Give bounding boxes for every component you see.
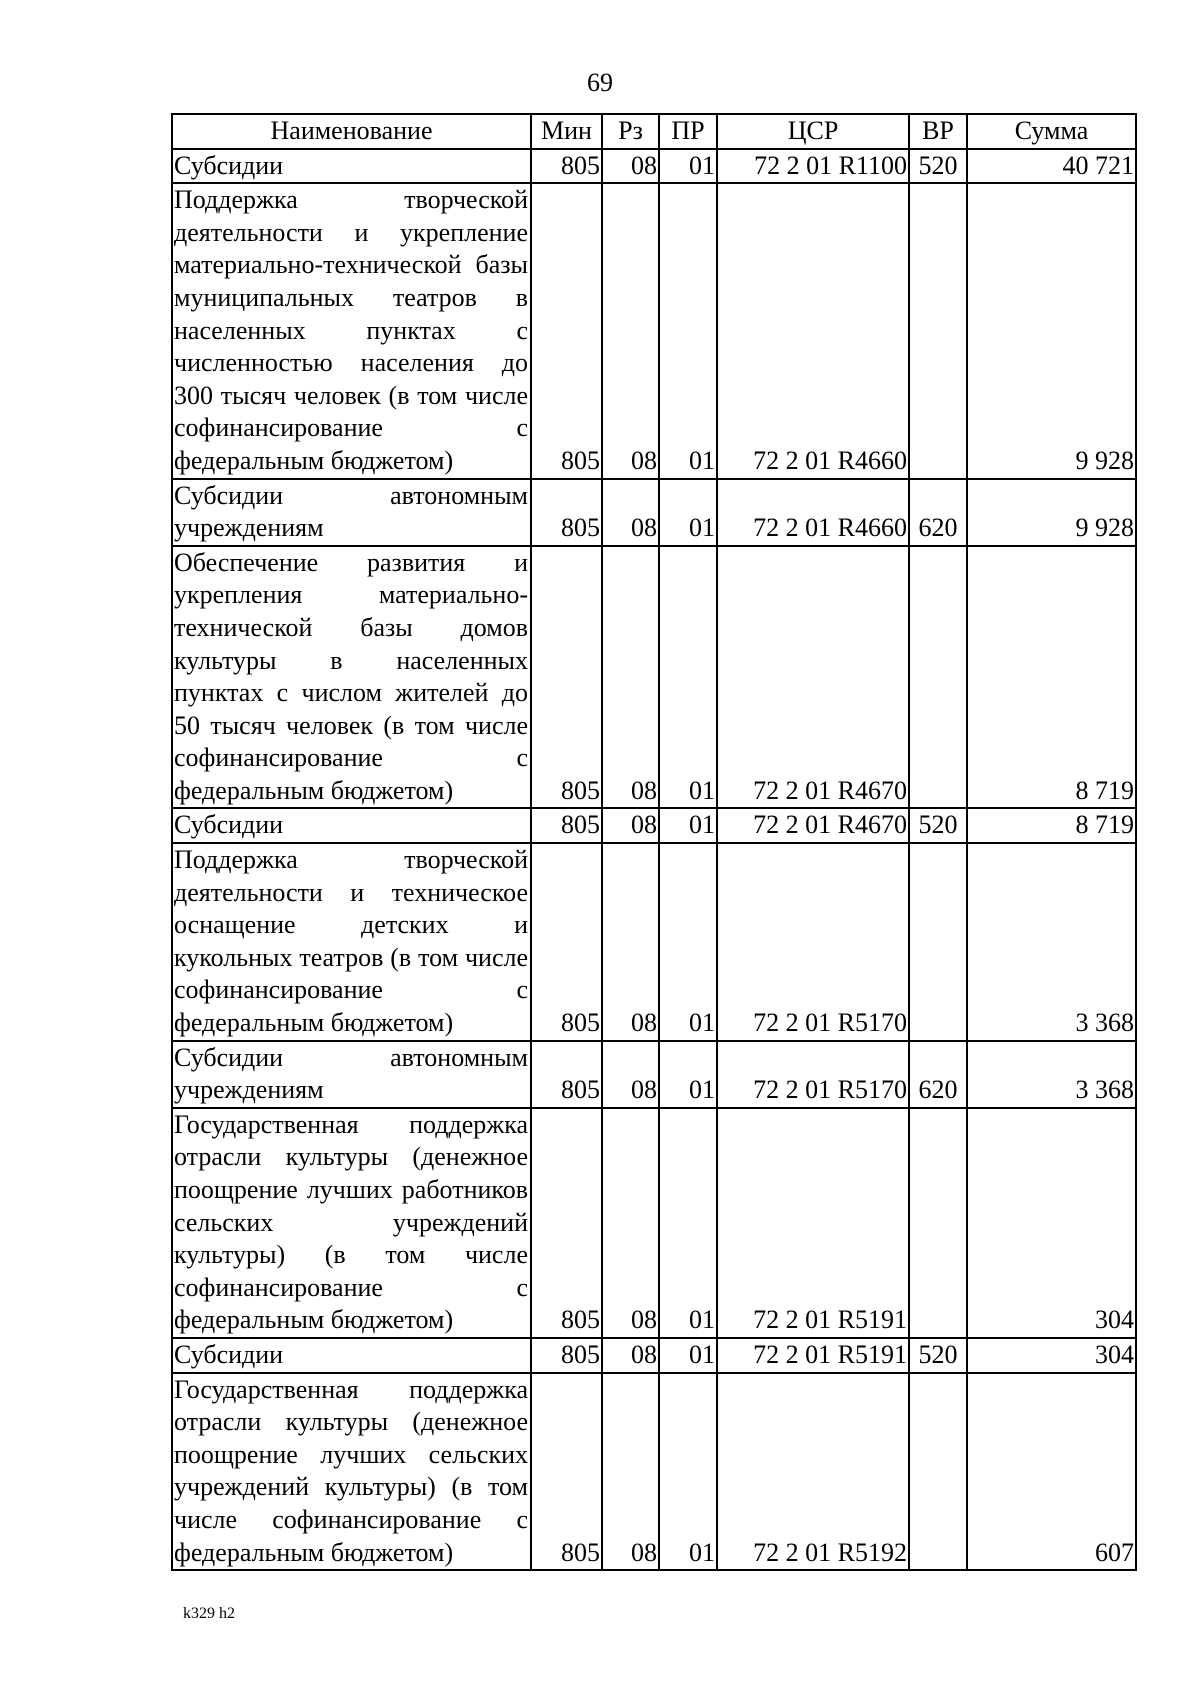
cell-name: Поддержка творческой деятельности и укрепление материально-технической базы муниципальных театров в населенных пунктах с численностью населения до 300 тысяч человек (в том числе софинансирование с федеральным бюджетом)	[172, 183, 531, 478]
cell-sum: 304	[967, 1338, 1136, 1373]
header-sum: Сумма	[967, 114, 1136, 149]
cell-rz: 08	[602, 183, 659, 478]
header-vr: ВР	[909, 114, 967, 149]
cell-rz: 08	[602, 843, 659, 1041]
cell-vr: 520	[909, 149, 967, 184]
cell-csr: 72 2 01 R4670	[717, 808, 909, 843]
table-row	[172, 1338, 1136, 1373]
cell-sum: 304	[967, 1108, 1136, 1338]
cell-csr: 72 2 01 R5191	[717, 1338, 909, 1373]
cell-name: Субсидии автономным учреждениям	[172, 479, 531, 546]
cell-pr: 01	[659, 546, 717, 809]
cell-vr	[909, 546, 967, 809]
cell-vr: 620	[909, 479, 967, 546]
cell-min: 805	[531, 1041, 602, 1108]
cell-pr: 01	[659, 1108, 717, 1338]
cell-min: 805	[531, 149, 602, 184]
table-row	[172, 1373, 1136, 1571]
cell-name: Государственная поддержка отрасли культуры (денежное поощрение лучших сельских учреждений культуры) (в том числе софинансирование с федеральным бюджетом)	[172, 1373, 531, 1571]
cell-csr: 72 2 01 R5170	[717, 1041, 909, 1108]
cell-csr: 72 2 01 R5170	[717, 843, 909, 1041]
table-row	[172, 183, 1136, 478]
cell-name: Государственная поддержка отрасли культуры (денежное поощрение лучших работников сельских учреждений культуры) (в том числе софинансирование с федеральным бюджетом)	[172, 1108, 531, 1338]
table-row	[172, 1041, 1136, 1108]
cell-sum: 607	[967, 1373, 1136, 1571]
cell-vr	[909, 1373, 967, 1571]
cell-pr: 01	[659, 149, 717, 184]
cell-pr: 01	[659, 479, 717, 546]
cell-rz: 08	[602, 1041, 659, 1108]
header-name: Наименование	[172, 114, 531, 149]
cell-name: Субсидии автономным учреждениям	[172, 1041, 531, 1108]
cell-pr: 01	[659, 808, 717, 843]
cell-vr: 520	[909, 808, 967, 843]
cell-min: 805	[531, 843, 602, 1041]
cell-rz: 08	[602, 808, 659, 843]
cell-sum: 8 719	[967, 546, 1136, 809]
header-pr: ПР	[659, 114, 717, 149]
cell-sum: 9 928	[967, 479, 1136, 546]
cell-name: Обеспечение развития и укрепления материально-технической базы домов культуры в населенных пунктах с числом жителей до 50 тысяч человек (в том числе софинансирование с федеральным бюджетом)	[172, 546, 531, 809]
cell-csr: 72 2 01 R4660	[717, 183, 909, 478]
cell-name: Субсидии	[172, 149, 531, 184]
page-number: 69	[587, 68, 613, 97]
cell-min: 805	[531, 546, 602, 809]
table-row	[172, 479, 1136, 546]
cell-min: 805	[531, 1373, 602, 1571]
cell-min: 805	[531, 1108, 602, 1338]
cell-vr	[909, 843, 967, 1041]
table-row	[172, 1108, 1136, 1338]
cell-csr: 72 2 01 R5192	[717, 1373, 909, 1571]
cell-sum: 8 719	[967, 808, 1136, 843]
cell-csr: 72 2 01 R4660	[717, 479, 909, 546]
cell-csr: 72 2 01 R5191	[717, 1108, 909, 1338]
table-row	[172, 808, 1136, 843]
cell-min: 805	[531, 1338, 602, 1373]
cell-rz: 08	[602, 1373, 659, 1571]
header-csr: ЦСР	[717, 114, 909, 149]
cell-sum: 9 928	[967, 183, 1136, 478]
cell-name: Субсидии	[172, 1338, 531, 1373]
cell-pr: 01	[659, 1338, 717, 1373]
cell-rz: 08	[602, 1338, 659, 1373]
cell-min: 805	[531, 479, 602, 546]
cell-pr: 01	[659, 843, 717, 1041]
header-rz: Рз	[602, 114, 659, 149]
cell-vr	[909, 183, 967, 478]
cell-sum: 3 368	[967, 843, 1136, 1041]
cell-vr	[909, 1108, 967, 1338]
cell-csr: 72 2 01 R1100	[717, 149, 909, 184]
cell-rz: 08	[602, 546, 659, 809]
header-min: Мин	[531, 114, 602, 149]
cell-csr: 72 2 01 R4670	[717, 546, 909, 809]
cell-sum: 40 721	[967, 149, 1136, 184]
table-body	[172, 149, 1136, 1571]
cell-pr: 01	[659, 1373, 717, 1571]
cell-rz: 08	[602, 1108, 659, 1338]
cell-sum: 3 368	[967, 1041, 1136, 1108]
cell-rz: 08	[602, 149, 659, 184]
cell-min: 805	[531, 808, 602, 843]
cell-rz: 08	[602, 479, 659, 546]
cell-vr: 520	[909, 1338, 967, 1373]
cell-name: Субсидии	[172, 808, 531, 843]
budget-table	[171, 113, 1137, 1571]
cell-min: 805	[531, 183, 602, 478]
document-code: k329 h2	[183, 1605, 235, 1622]
table-row	[172, 149, 1136, 184]
cell-vr: 620	[909, 1041, 967, 1108]
table-row	[172, 546, 1136, 809]
cell-name: Поддержка творческой деятельности и техническое оснащение детских и кукольных театров (в том числе софинансирование с федеральным бюджетом)	[172, 843, 531, 1041]
cell-pr: 01	[659, 1041, 717, 1108]
cell-pr: 01	[659, 183, 717, 478]
table-header-row	[172, 114, 1136, 149]
table-row	[172, 843, 1136, 1041]
